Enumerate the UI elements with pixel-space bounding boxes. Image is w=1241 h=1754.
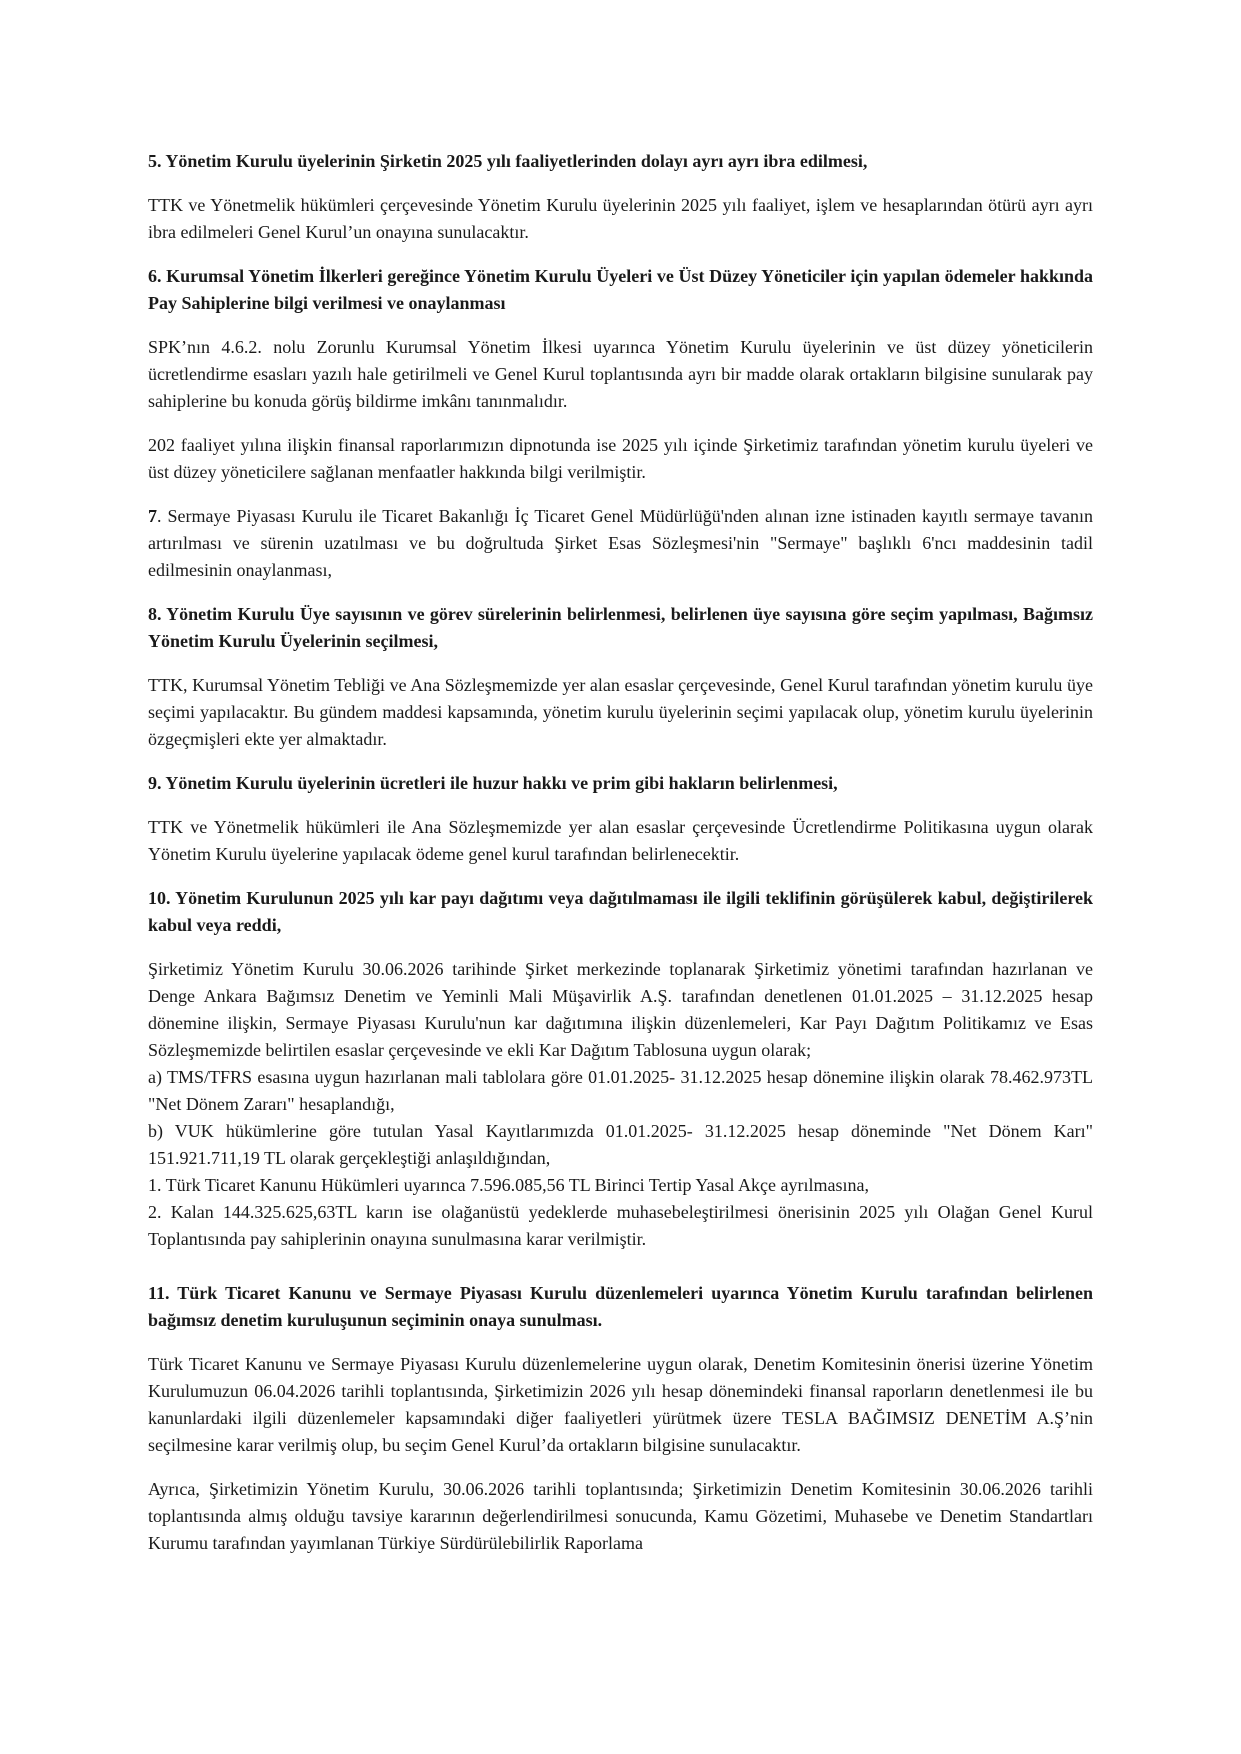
agenda-item-8-paragraph: TTK, Kurumsal Yönetim Tebliği ve Ana Sözleşmemizde yer alan esaslar çerçevesinde, Genel Kurul tarafından yönetim kurulu üye seçimi yapılacaktır. Bu gündem maddesi kapsamında, yönetim kurulu üyelerinin seçimi yapılacak olup, yönetim kurulu üyelerinin özgeçmişleri ekte yer almaktadır. <box>148 675 1093 749</box>
agenda-item-10-intro: Şirketimiz Yönetim Kurulu 30.06.2026 tarihinde Şirket merkezinde toplanarak Şirketimiz yönetimi tarafından hazırlanan ve Denge Ankara Bağımsız Denetim ve Yeminli Mali Müşavirlik A.Ş. tarafından denetlenen 01.01.2025 – 31.12.2025 hesap dönemine ilişkin, Sermaye Piyasası Kurulu'nun kar dağıtımına ilişkin düzenlemeleri, Kar Payı Dağıtım Politikamız ve Esas Sözleşmemizde belirtilen esaslar çerçevesinde ve ekli Kar Dağıtım Tablosuna uygun olarak; <box>148 959 1093 1060</box>
agenda-item-7-paragraph <box>148 503 1093 584</box>
agenda-item-5-paragraph: TTK ve Yönetmelik hükümleri çerçevesinde Yönetim Kurulu üyelerinin 2025 yılı faaliyet, işlem ve hesaplarından ötürü ayrı ayrı ibra edilmeleri Genel Kurul’un onayına sunulacaktır. <box>148 195 1093 242</box>
agenda-item-6-paragraph-1: SPK’nın 4.6.2. nolu Zorunlu Kurumsal Yönetim İlkesi uyarınca Yönetim Kurulu üyelerinin ve üst düzey yöneticilerin ücretlendirme esasları yazılı hale getirilmeli ve Genel Kurul toplantısında ayrı bir madde olarak ortakların bilgisine sunularak pay sahiplerine bu konuda görüş bildirme imkânı tanınmalıdır. <box>148 337 1093 411</box>
agenda-item-10-line-b: b) VUK hükümlerine göre tutulan Yasal Kayıtlarımızda 01.01.2025- 31.12.2025 hesap döneminde "Net Dönem Karı" 151.921.711,19 TL olarak gerçekleştiği anlaşıldığından, <box>148 1121 1093 1168</box>
agenda-item-10-line-1: 1. Türk Ticaret Kanunu Hükümleri uyarınca 7.596.085,56 TL Birinci Tertip Yasal Akçe ayrılmasına, <box>148 1175 869 1195</box>
agenda-item-10-line-a: a) TMS/TFRS esasına uygun hazırlanan mali tablolara göre 01.01.2025- 31.12.2025 hesap dönemine ilişkin olarak 78.462.973TL "Net Dönem Zararı" hesaplandığı, <box>148 1067 1093 1114</box>
agenda-item-7-text: . Sermaye Piyasası Kurulu ile Ticaret Bakanlığı İç Ticaret Genel Müdürlüğü'nden alınan izne istinaden kayıtlı sermaye tavanın artırılması ve sürenin uzatılması ve bu doğrultuda Şirket Esas Sözleşmesi'nin "Sermaye" başlıklı 6'ncı maddesinin tadil edilmesinin onaylanması, <box>148 506 1093 580</box>
agenda-item-6-paragraph-2: 202 faaliyet yılına ilişkin finansal raporlarımızın dipnotunda ise 2025 yılı içinde Şirketimiz tarafından yönetim kurulu üyeleri ve üst düzey yöneticilere sağlanan menfaatler hakkında bilgi verilmiştir. <box>148 435 1093 482</box>
agenda-item-10-body <box>148 956 1093 1253</box>
agenda-item-11-heading: 11. Türk Ticaret Kanunu ve Sermaye Piyasası Kurulu düzenlemeleri uyarınca Yönetim Kurulu tarafından belirlenen bağımsız denetim kuruluşunun seçiminin onaya sunulması. <box>148 1283 1093 1330</box>
agenda-item-9-paragraph: TTK ve Yönetmelik hükümleri ile Ana Sözleşmemizde yer alan esaslar çerçevesinde Ücretlendirme Politikasına uygun olarak Yönetim Kurulu üyelerine yapılacak ödeme genel kurul tarafından belirlenecektir. <box>148 817 1093 864</box>
agenda-item-10-line-2: 2. Kalan 144.325.625,63TL karın ise olağanüstü yedeklerde muhasebeleştirilmesi önerisinin 2025 yılı Olağan Genel Kurul Toplantısında pay sahiplerinin onayına sunulmasına karar verilmiştir. <box>148 1202 1093 1249</box>
agenda-item-9-heading: 9. Yönetim Kurulu üyelerinin ücretleri ile huzur hakkı ve prim gibi hakların belirlenmesi, <box>148 773 838 793</box>
agenda-item-10-heading: 10. Yönetim Kurulunun 2025 yılı kar payı dağıtımı veya dağıtılmaması ile ilgili teklifinin görüşülerek kabul, değiştirilerek kabul veya reddi, <box>148 888 1093 935</box>
agenda-item-7-number: 7 <box>148 506 157 526</box>
agenda-item-6-heading: 6. Kurumsal Yönetim İlkerleri gereğince Yönetim Kurulu Üyeleri ve Üst Düzey Yöneticiler için yapılan ödemeler hakkında Pay Sahiplerine bilgi verilmesi ve onaylanması <box>148 266 1093 313</box>
agenda-item-11-paragraph-2: Ayrıca, Şirketimizin Yönetim Kurulu, 30.06.2026 tarihli toplantısında; Şirketimizin Denetim Komitesinin 30.06.2026 tarihli toplantısında almış olduğu tavsiye kararının değerlendirilmesi sonucunda, Kamu Gözetimi, Muhasebe ve Denetim Standartları Kurumu tarafından yayımlanan Türkiye Sürdürülebilirlik Raporlama <box>148 1479 1093 1553</box>
agenda-item-5-heading: 5. Yönetim Kurulu üyelerinin Şirketin 2025 yılı faaliyetlerinden dolayı ayrı ayrı ibra edilmesi, <box>148 151 868 171</box>
agenda-item-8-heading: 8. Yönetim Kurulu Üye sayısının ve görev sürelerinin belirlenmesi, belirlenen üye sayısına göre seçim yapılması, Bağımsız Yönetim Kurulu Üyelerinin seçilmesi, <box>148 604 1093 651</box>
agenda-item-11-paragraph-1: Türk Ticaret Kanunu ve Sermaye Piyasası Kurulu düzenlemelerine uygun olarak, Denetim Komitesinin önerisi üzerine Yönetim Kurulumuzun 06.04.2026 tarihli toplantısında, Şirketimizin 2026 yılı hesap dönemindeki finansal raporların denetlenmesi ile bu kanunlardaki ilgili düzenlemeler kapsamındaki diğer faaliyetleri yürütmek üzere TESLA BAĞIMSIZ DENETİM A.Ş’nin seçilmesine karar verilmiş olup, bu seçim Genel Kurul’da ortakların bilgisine sunulacaktır. <box>148 1354 1093 1455</box>
